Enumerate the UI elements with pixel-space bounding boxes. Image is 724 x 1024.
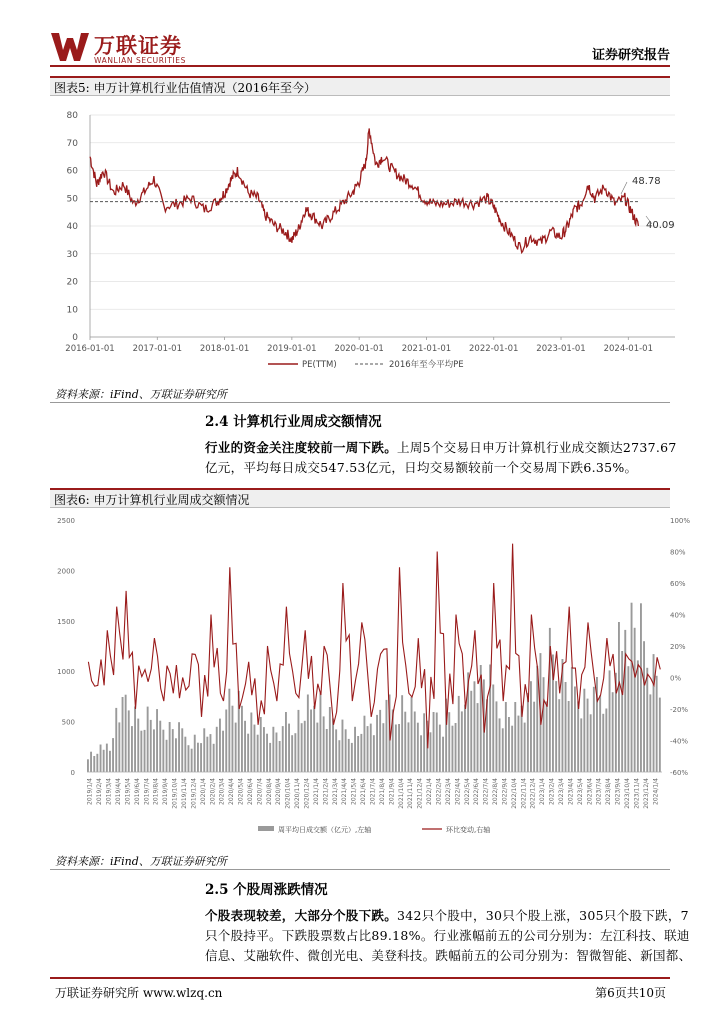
turnover-bar: [543, 677, 545, 772]
turnover-bar: [316, 723, 318, 772]
turnover-bar: [260, 717, 262, 772]
pe-x-tick: 2023-01-01: [536, 344, 586, 354]
figure6-source: 资料来源：iFind、万联证券研究所: [55, 855, 227, 868]
turnover-x-tick: 2021/10/4: [397, 778, 405, 809]
turnover-bar: [294, 733, 296, 772]
turnover-x-tick: 2021/11/4: [407, 778, 415, 809]
turnover-x-tick: 2023/3/4: [558, 778, 565, 805]
turnover-bar: [646, 668, 648, 772]
turnover-right-tick: 80%: [670, 548, 686, 557]
turnover-x-tick: 2022/12/4: [529, 778, 537, 809]
pe-x-tick: 2019-01-01: [267, 344, 317, 354]
turnover-bar: [580, 718, 582, 772]
turnover-bar: [112, 738, 114, 772]
turnover-bar: [181, 728, 183, 772]
turnover-bar: [627, 666, 629, 772]
turnover-x-tick: 2021/4/4: [341, 778, 349, 805]
pe-y-tick: 50: [66, 194, 78, 205]
turnover-bar: [430, 732, 432, 772]
turnover-bar: [153, 729, 155, 772]
turnover-right-tick: 60%: [670, 580, 686, 588]
turnover-x-tick: 2020/1/4: [199, 778, 207, 805]
turnover-bar: [150, 720, 152, 772]
turnover-bar: [172, 729, 174, 772]
turnover-bar: [433, 712, 435, 772]
turnover-bar: [235, 723, 237, 772]
turnover-bar: [125, 695, 127, 772]
wanlian-logo-icon: [50, 32, 90, 62]
turnover-bar: [197, 743, 199, 772]
turnover-bar: [455, 723, 457, 772]
turnover-bar: [439, 725, 441, 772]
turnover-bar: [574, 687, 576, 773]
footer-page: 第6页共10页: [595, 986, 666, 1000]
turnover-x-tick: 2020/3/4: [218, 778, 226, 805]
turnover-x-tick: 2019/7/4: [143, 778, 151, 805]
figure5-title: 图表5: 申万计算机行业估值情况（2016年至今）: [54, 81, 317, 95]
pe-y-tick: 30: [66, 249, 78, 260]
pe-ttm-line: [90, 128, 638, 252]
turnover-bar: [313, 706, 315, 772]
turnover-bar: [247, 734, 249, 772]
section-2-5-heading: 2.5 个股周涨跌情况: [205, 882, 328, 898]
turnover-x-tick: 2023/12/4: [642, 778, 650, 809]
pe-x-tick: 2020-01-01: [334, 344, 384, 354]
figure6-rule: [50, 869, 670, 870]
turnover-bar: [298, 710, 300, 772]
turnover-bar: [395, 725, 397, 773]
turnover-x-tick: 2021/1/4: [312, 778, 320, 805]
figure5-rule: [50, 402, 670, 403]
figure5-source: 资料来源：iFind、万联证券研究所: [55, 388, 227, 401]
turnover-bar: [423, 713, 425, 772]
turnover-bar: [100, 745, 102, 773]
pe-x-tick: 2017-01-01: [132, 344, 182, 354]
turnover-bar: [184, 737, 186, 772]
turnover-bar: [282, 726, 284, 772]
turnover-bar: [210, 734, 212, 772]
turnover-bar: [518, 716, 520, 772]
turnover-bar: [499, 718, 501, 772]
turnover-x-tick: 2022/6/4: [473, 778, 481, 805]
turnover-x-tick: 2022/7/4: [482, 778, 490, 805]
turnover-bar: [96, 754, 98, 772]
turnover-bar: [304, 721, 306, 772]
turnover-x-tick: 2021/8/4: [378, 778, 386, 805]
turnover-bar: [250, 713, 252, 773]
turnover-bar: [602, 714, 604, 772]
turnover-bar: [219, 719, 221, 772]
turnover-bar: [147, 707, 149, 772]
turnover-bar: [411, 697, 413, 772]
turnover-bar: [587, 699, 589, 772]
turnover-x-tick: 2019/12/4: [190, 778, 198, 809]
turnover-bar: [474, 681, 476, 772]
legend-avg-label: 2016年至今平均PE: [389, 360, 464, 370]
pe-x-tick: 2018-01-01: [199, 344, 250, 354]
section-2-4-bold: 行业的资金关注度较前一周下跌。: [205, 440, 398, 455]
turnover-bar: [508, 717, 510, 772]
turnover-x-tick: 2019/8/4: [152, 778, 160, 805]
legend-pe-label: PE(TTM): [302, 360, 337, 370]
turnover-left-tick: 500: [61, 718, 75, 727]
turnover-x-tick: 2023/10/4: [624, 778, 631, 809]
page-header: [50, 30, 670, 70]
turnover-x-tick: 2022/5/4: [463, 778, 471, 805]
turnover-bar: [128, 710, 130, 772]
figure6-title: 图表6: 申万计算机行业周成交额情况: [54, 493, 250, 507]
section-2-5-line3: 信息、艾融软件、微创光电、美登科技。跌幅前五的公司分别为：智微智能、新国都、: [205, 948, 692, 963]
turnover-bar: [254, 725, 256, 772]
turnover-right-tick: 0%: [670, 674, 682, 683]
turnover-x-tick: 2020/9/4: [275, 778, 283, 805]
turnover-x-tick: 2021/3/4: [331, 778, 339, 805]
turnover-bar: [555, 681, 557, 772]
turnover-x-tick: 2020/4/4: [228, 778, 236, 805]
turnover-bar: [162, 730, 164, 772]
turnover-x-tick: 2020/11/4: [294, 778, 302, 809]
section-2-4-heading: 2.4 计算机行业周成交额情况: [205, 414, 382, 430]
turnover-bar: [524, 723, 526, 772]
turnover-bar: [338, 740, 340, 772]
turnover-bar: [448, 712, 450, 772]
turnover-bar: [122, 697, 124, 772]
turnover-x-tick: 2022/3/4: [444, 778, 452, 805]
turnover-x-tick: 2021/5/4: [350, 778, 358, 805]
turnover-bar: [558, 699, 560, 772]
turnover-bar: [159, 721, 161, 772]
turnover-bar: [166, 740, 168, 772]
turnover-x-tick: 2023/6/4: [586, 778, 594, 805]
pe-y-tick: 80: [66, 111, 78, 121]
turnover-bar: [257, 735, 259, 772]
turnover-right-tick: -40%: [670, 737, 689, 746]
turnover-bar: [140, 731, 142, 772]
section-2-5-line1: 个股表现较差，大部分个股下跌。342只个股中，30只个股上涨，305只个股下跌，7: [205, 908, 689, 923]
turnover-bar: [386, 700, 388, 772]
logo-cn: 万联证券: [94, 34, 182, 58]
turnover-bar: [266, 734, 268, 772]
turnover-bar: [156, 709, 158, 772]
turnover-bar: [357, 736, 359, 772]
turnover-bar: [291, 735, 293, 772]
figure6-title-bar: [50, 488, 670, 508]
pe-x-tick: 2024-01-01: [603, 344, 654, 354]
turnover-x-tick: 2021/12/4: [416, 778, 424, 809]
turnover-right-tick: 40%: [670, 611, 686, 620]
turnover-bar: [118, 722, 120, 772]
turnover-x-tick: 2023/9/4: [614, 778, 622, 805]
turnover-bar: [458, 696, 460, 772]
turnover-bar: [332, 719, 334, 773]
turnover-x-tick: 2022/8/4: [492, 778, 499, 805]
turnover-bar: [442, 737, 444, 772]
turnover-bar: [216, 727, 218, 772]
turnover-x-tick: 2022/2/4: [435, 778, 443, 805]
turnover-bar: [348, 739, 350, 772]
turnover-x-tick: 2021/7/4: [369, 778, 377, 805]
turnover-bar: [137, 719, 139, 772]
section-2-4-line2: 亿元，平均每日成交547.53亿元，日均交易额较前一个交易周下跌6.35%。: [205, 460, 638, 475]
turnover-left-tick: 1000: [57, 668, 75, 677]
turnover-bar: [565, 682, 567, 772]
turnover-bar: [109, 751, 111, 772]
turnover-bar: [376, 715, 378, 772]
turnover-bar: [461, 711, 463, 772]
turnover-bar: [213, 744, 215, 772]
section-2-5-bold: 个股表现较差，大部分个股下跌。: [205, 908, 398, 923]
turnover-bar: [263, 727, 265, 772]
footer-rule: [50, 977, 670, 979]
turnover-bar: [203, 728, 205, 772]
annotation-avg: 48.78: [632, 176, 661, 187]
turnover-bar: [653, 654, 655, 772]
turnover-bar: [583, 689, 585, 772]
section-2-5-paragraph: [205, 906, 692, 966]
turnover-x-tick: 2019/3/4: [105, 778, 113, 805]
turnover-bar: [131, 726, 133, 772]
turnover-right-tick: 100%: [670, 517, 690, 525]
turnover-left-tick: 0: [70, 769, 75, 777]
turnover-bar: [612, 692, 614, 772]
footer-left: 万联证券研究所 www.wlzq.cn: [55, 986, 223, 1000]
turnover-bar: [656, 676, 658, 772]
turnover-bar: [640, 603, 642, 772]
turnover-bar: [593, 687, 595, 772]
turnover-bar: [546, 701, 548, 772]
section-2-4-line1: 行业的资金关注度较前一周下跌。上周5个交易日申万计算机行业成交额达2737.67: [205, 440, 677, 455]
turnover-bar: [401, 695, 403, 772]
turnover-bar: [279, 741, 281, 772]
turnover-left-tick: 1500: [57, 617, 75, 626]
logo-en: WANLIAN SECURITIES: [94, 56, 187, 65]
turnover-x-tick: 2019/10/4: [171, 778, 179, 809]
turnover-bar: [326, 729, 328, 772]
turnover-x-tick: 2020/8/4: [265, 778, 273, 805]
turnover-chart: [50, 510, 690, 840]
turnover-bar: [194, 735, 196, 772]
turnover-bar: [634, 628, 636, 772]
turnover-bar: [285, 712, 287, 772]
annotation-latest: 40.09: [646, 220, 675, 231]
turnover-x-tick: 2019/2/4: [96, 778, 104, 805]
turnover-x-tick: 2024/1/4: [652, 778, 660, 805]
pe-y-tick: 0: [72, 333, 78, 343]
turnover-x-tick: 2019/6/4: [133, 778, 141, 805]
turnover-bar: [103, 750, 105, 772]
turnover-bar: [511, 726, 513, 772]
turnover-x-tick: 2022/9/4: [501, 778, 509, 805]
pe-x-tick: 2021-01-01: [401, 344, 452, 354]
turnover-bar: [106, 744, 108, 772]
turnover-bar: [599, 695, 601, 772]
turnover-bar: [373, 735, 375, 772]
pe-y-tick: 70: [66, 138, 78, 149]
turnover-x-tick: 2023/8/4: [605, 778, 613, 805]
turnover-x-tick: 2020/6/4: [247, 778, 254, 805]
turnover-bar: [631, 603, 633, 772]
turnover-x-tick: 2020/12/4: [303, 778, 311, 809]
turnover-bar: [618, 622, 620, 772]
turnover-bar: [637, 660, 639, 772]
section-2-4-paragraph: [205, 438, 675, 478]
turnover-bar: [420, 735, 422, 772]
turnover-bar: [301, 723, 303, 772]
pe-y-tick: 20: [66, 277, 78, 288]
figure5-title-bar: [50, 76, 670, 96]
turnover-left-tick: 2000: [57, 567, 75, 576]
turnover-bar: [144, 730, 146, 772]
turnover-left-tick: 2500: [57, 517, 75, 525]
turnover-bar: [351, 743, 353, 772]
turnover-bar: [169, 722, 171, 772]
legend-bar-label: 周平均日成交额（亿元）,左轴: [278, 826, 372, 834]
turnover-bar: [342, 720, 344, 772]
turnover-bar: [477, 703, 479, 772]
turnover-bar: [241, 706, 243, 772]
turnover-x-tick: 2023/4/4: [567, 778, 575, 805]
turnover-bar: [354, 727, 356, 772]
turnover-bar: [379, 710, 381, 772]
turnover-bar: [222, 731, 224, 772]
turnover-x-tick: 2023/5/4: [576, 778, 584, 805]
turnover-bar: [398, 724, 400, 772]
turnover-bar: [568, 701, 570, 772]
report-type: 证券研究报告: [591, 48, 670, 63]
turnover-x-tick: 2022/10/4: [510, 778, 518, 809]
turnover-x-tick: 2019/1/4: [86, 778, 94, 805]
turnover-bar: [115, 708, 117, 772]
turnover-bar: [310, 710, 312, 773]
turnover-bar: [323, 716, 325, 772]
turnover-bar: [320, 693, 322, 772]
turnover-bar: [382, 723, 384, 772]
turnover-x-tick: 2019/9/4: [162, 778, 170, 805]
turnover-bar: [496, 701, 498, 772]
turnover-bar: [571, 667, 573, 772]
turnover-bar: [307, 695, 309, 773]
turnover-bar: [590, 714, 592, 772]
turnover-right-tick: -60%: [670, 769, 689, 777]
turnover-x-tick: 2020/2/4: [209, 778, 217, 805]
pe-y-tick: 40: [66, 222, 78, 232]
turnover-bar: [134, 707, 136, 773]
pe-chart: [50, 100, 680, 380]
turnover-bar: [188, 745, 190, 772]
turnover-bar: [175, 738, 177, 772]
turnover-bar: [93, 756, 95, 772]
turnover-x-tick: 2020/7/4: [256, 778, 264, 805]
turnover-x-tick: 2020/10/4: [284, 778, 292, 809]
turnover-x-tick: 2022/1/4: [426, 778, 434, 805]
turnover-x-tick: 2023/2/4: [548, 778, 556, 805]
turnover-x-tick: 2021/2/4: [322, 778, 330, 805]
turnover-right-tick: -20%: [670, 706, 689, 714]
turnover-bar: [530, 681, 532, 772]
turnover-bar: [624, 630, 626, 772]
turnover-bar: [404, 712, 406, 772]
turnover-x-tick: 2020/5/4: [237, 778, 245, 805]
turnover-bar: [90, 752, 92, 772]
turnover-bar: [659, 698, 661, 772]
turnover-bar: [417, 723, 419, 772]
turnover-bar: [577, 701, 579, 772]
header-rule: [50, 65, 670, 67]
turnover-bar: [533, 702, 535, 772]
turnover-x-tick: 2021/6/4: [360, 778, 368, 805]
turnover-bar: [370, 724, 372, 772]
section-2-5-line2: 只个股持平。下跌股票数占比89.18%。行业涨幅前五的公司分别为：左江科技、联迪: [205, 928, 690, 943]
turnover-bar: [514, 702, 516, 772]
turnover-bar: [87, 759, 89, 772]
turnover-bar: [335, 729, 337, 772]
turnover-bar: [272, 727, 274, 772]
pe-y-tick: 10: [66, 305, 78, 316]
turnover-bar: [621, 651, 623, 772]
turnover-bar: [505, 702, 507, 772]
turnover-bar: [345, 729, 347, 772]
turnover-bar: [527, 693, 529, 772]
turnover-bar: [452, 726, 454, 772]
pe-x-tick: 2016-01-01: [65, 344, 115, 354]
turnover-bar: [643, 641, 645, 772]
turnover-x-tick: 2019/5/4: [124, 778, 132, 805]
turnover-x-tick: 2022/11/4: [520, 778, 528, 809]
turnover-bar: [367, 726, 369, 772]
turnover-bar: [276, 733, 278, 773]
pe-x-tick: 2022-01-01: [469, 344, 519, 354]
turnover-x-tick: 2021/9/4: [388, 778, 396, 805]
turnover-bar: [232, 706, 234, 772]
legend-line-label: 环比变动,右轴: [446, 826, 491, 834]
turnover-bar: [414, 712, 416, 773]
pe-y-tick: 60: [66, 166, 78, 177]
turnover-bar: [244, 721, 246, 772]
turnover-x-tick: 2023/1/4: [539, 778, 547, 805]
turnover-bar: [609, 670, 611, 772]
turnover-bar: [502, 728, 504, 772]
turnover-bar: [605, 709, 607, 773]
turnover-bar: [288, 724, 290, 772]
turnover-bar: [191, 749, 193, 772]
turnover-bar: [464, 705, 466, 772]
turnover-bar: [470, 691, 472, 772]
turnover-bar: [228, 689, 230, 772]
turnover-x-tick: 2022/4/4: [454, 778, 462, 805]
turnover-bar: [364, 716, 366, 772]
turnover-bar: [436, 713, 438, 773]
turnover-x-tick: 2019/4/4: [115, 778, 122, 805]
turnover-bar: [360, 734, 362, 772]
turnover-bar: [200, 743, 202, 772]
turnover-bar: [178, 722, 180, 772]
turnover-bar: [649, 694, 651, 772]
turnover-x-tick: 2019/11/4: [181, 778, 188, 809]
turnover-x-tick: 2023/11/4: [633, 778, 641, 809]
turnover-bar: [225, 710, 227, 773]
turnover-right-tick: 20%: [670, 643, 686, 651]
turnover-bar: [408, 722, 410, 772]
turnover-bar: [269, 743, 271, 772]
turnover-bar: [206, 737, 208, 772]
turnover-bar: [329, 707, 331, 772]
turnover-x-tick: 2023/7/4: [595, 778, 603, 805]
turnover-bar: [492, 685, 494, 773]
legend-bar-swatch: [258, 826, 274, 831]
